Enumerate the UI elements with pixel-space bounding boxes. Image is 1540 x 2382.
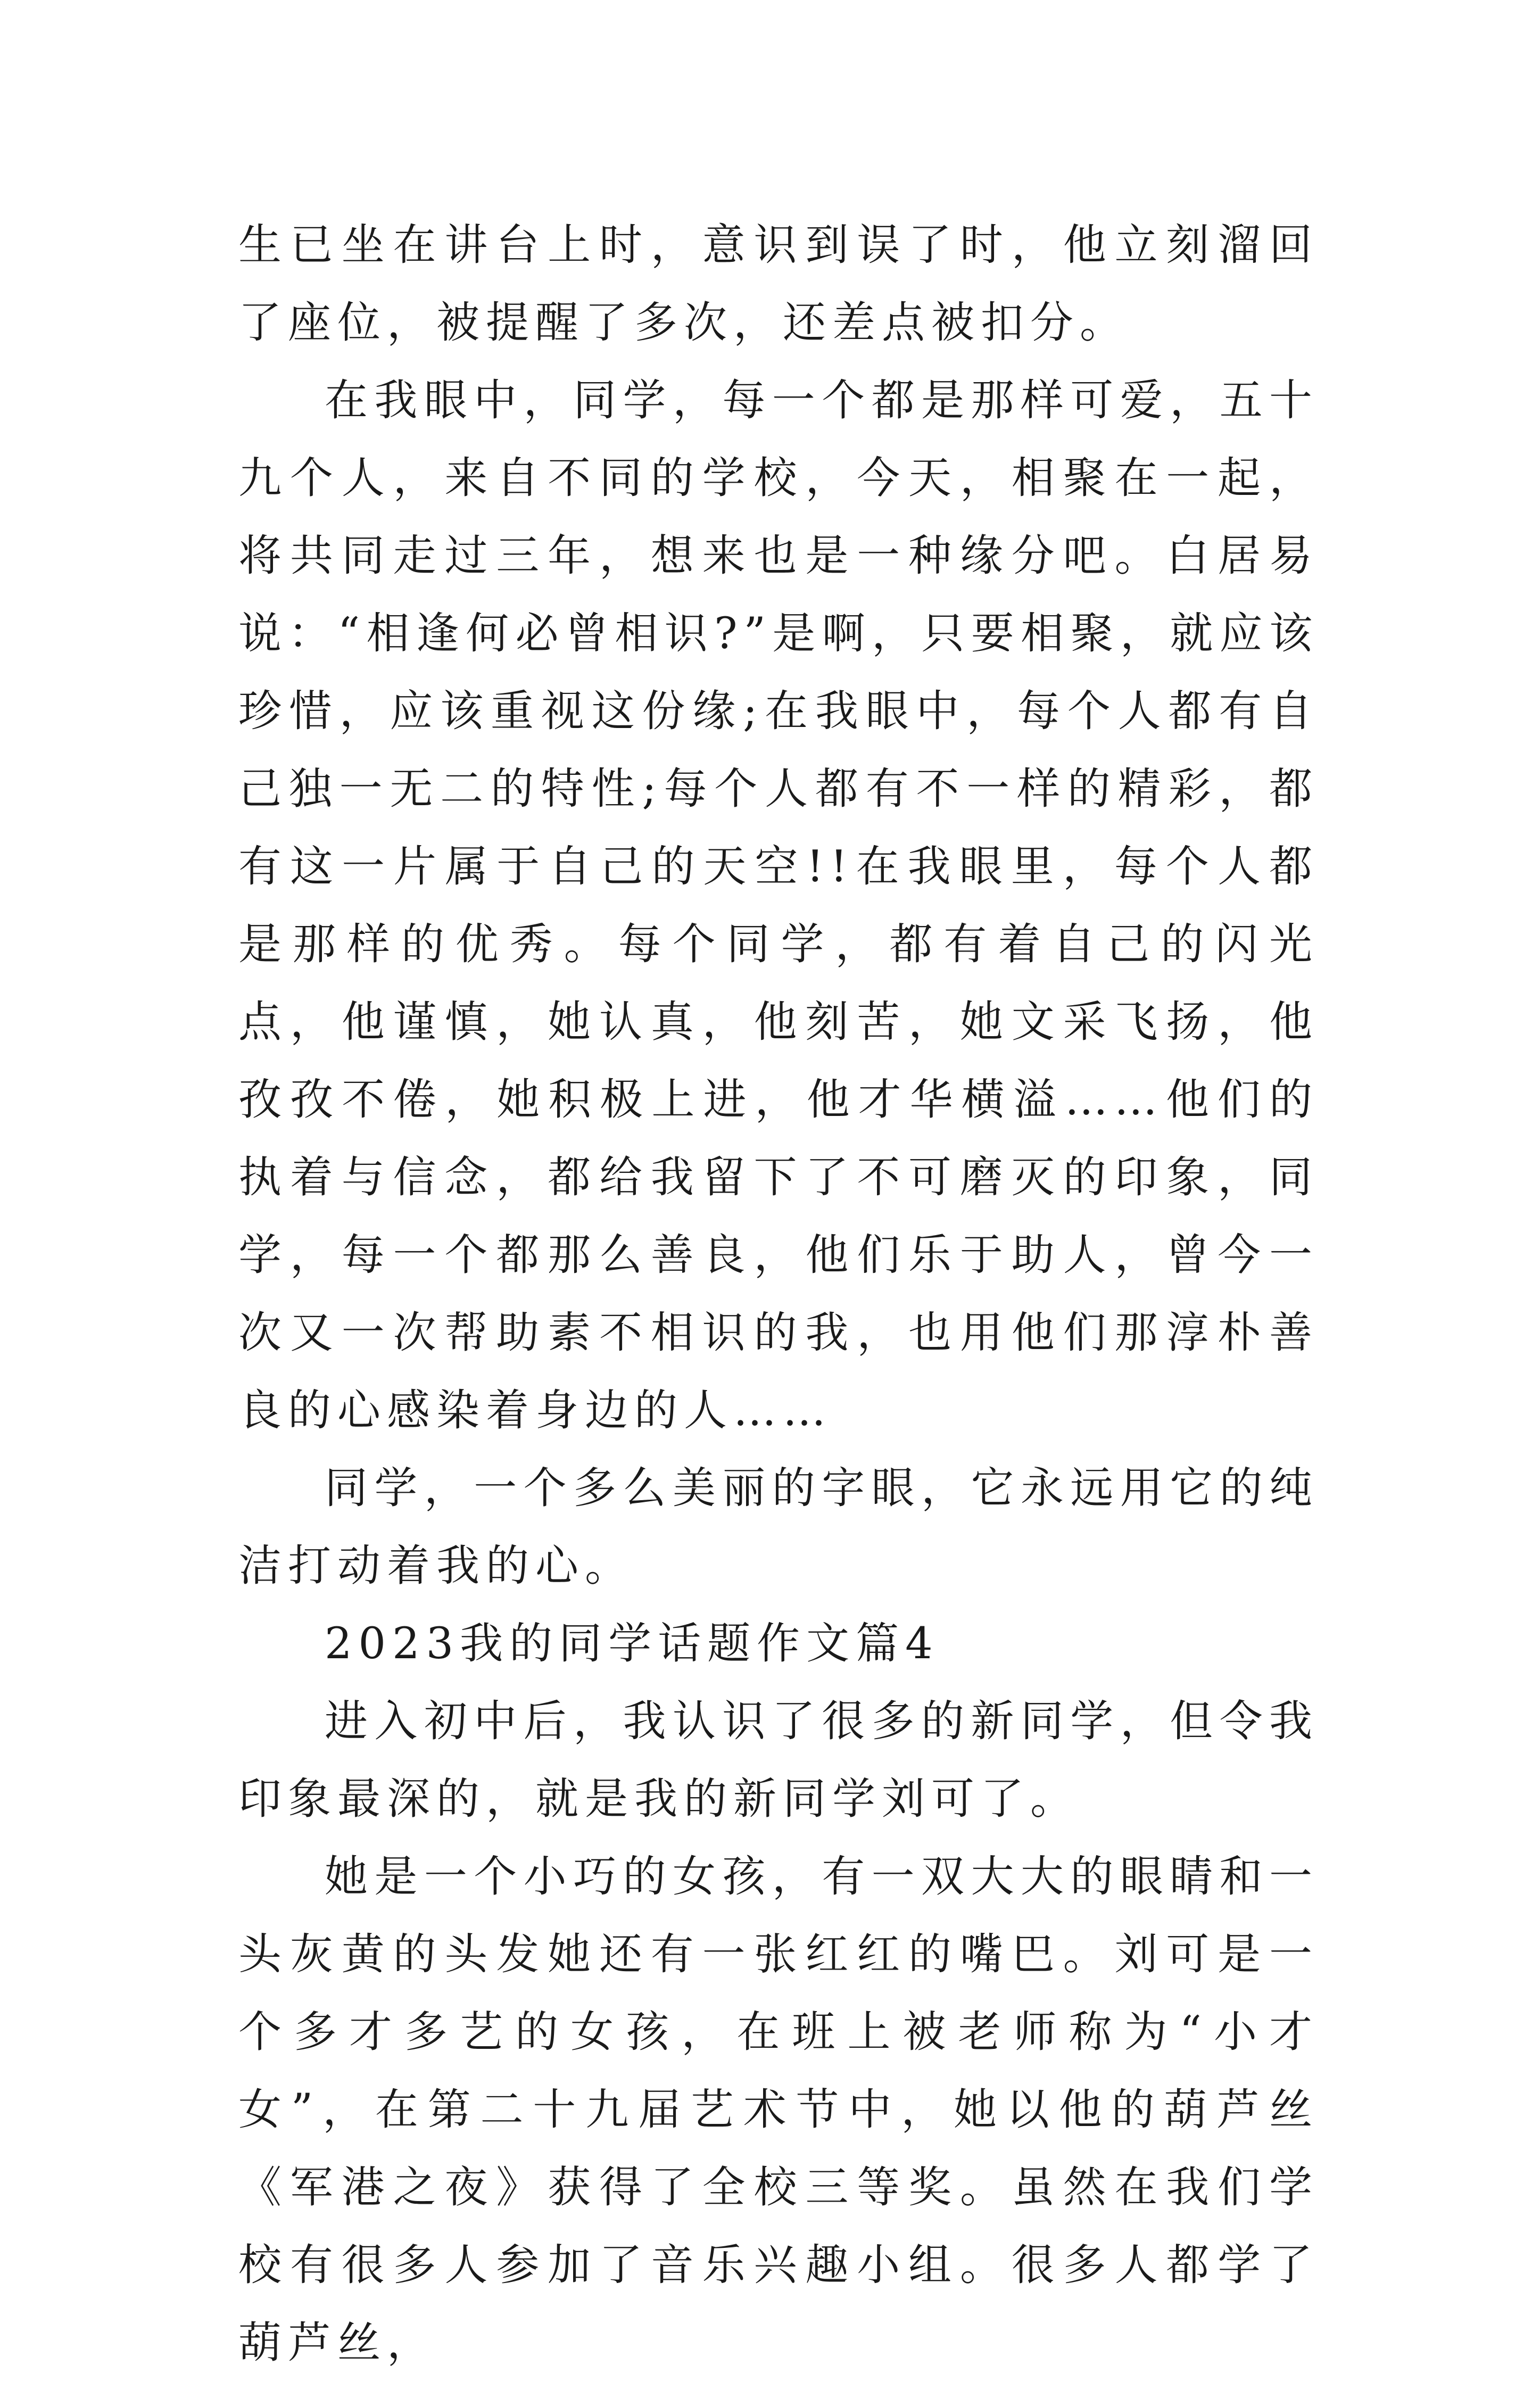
section-heading: 2023我的同学话题作文篇4 — [325, 1619, 939, 1669]
document-body — [238, 206, 1319, 2382]
paragraph-continued: 生已坐在讲台上时，意识到误了时，他立刻溜回了座位，被提醒了多次，还差点被扣分。 — [238, 220, 1319, 348]
paragraph-new-classmate: 进入初中后，我认识了很多的新同学，但令我印象最深的，就是我的新同学刘可了。 — [238, 1697, 1319, 1824]
paragraph-classmates-lovely: 在我眼中，同学，每一个都是那样可爱，五十九个人，来自不同的学校，今天，相聚在一起，将共同走过三年，想来也是一种缘分吧。白居易说：“相逢何必曾相识?”是啊，只要相聚，就应该珍惜，应该重视这份缘;在我眼中，每个人都有自己独一无二的特性;每个人都有不一样的精彩，都有这一片属于自己的天空!!在我眼里，每个人都是那样的优秀。每个同学，都有着自己的闪光点，他谨慎，她认真，他刻苦，她文采飞扬，他孜孜不倦，她积极上进，他才华横溢……他们的执着与信念，都给我留下了不可磨灭的印象，同学，每一个都那么善良，他们乐于助人，曾今一次又一次帮助素不相识的我，也用他们那淳朴善良的心感染着身边的人…… — [238, 376, 1319, 1436]
paragraph-beautiful-word: 同学，一个多么美丽的字眼，它永远用它的纯洁打动着我的心。 — [238, 1463, 1319, 1591]
paragraph-liu-ke: 她是一个小巧的女孩，有一双大大的眼睛和一头灰黄的头发她还有一张红红的嘴巴。刘可是一个多才多艺的女孩，在班上被老师称为“小才女”，在第二十九届艺术节中，她以他的葫芦丝《军港之夜》获得了全校三等奖。虽然在我们学校有很多人参加了音乐兴趣小组。很多人都学了葫芦丝， — [238, 1852, 1319, 2368]
